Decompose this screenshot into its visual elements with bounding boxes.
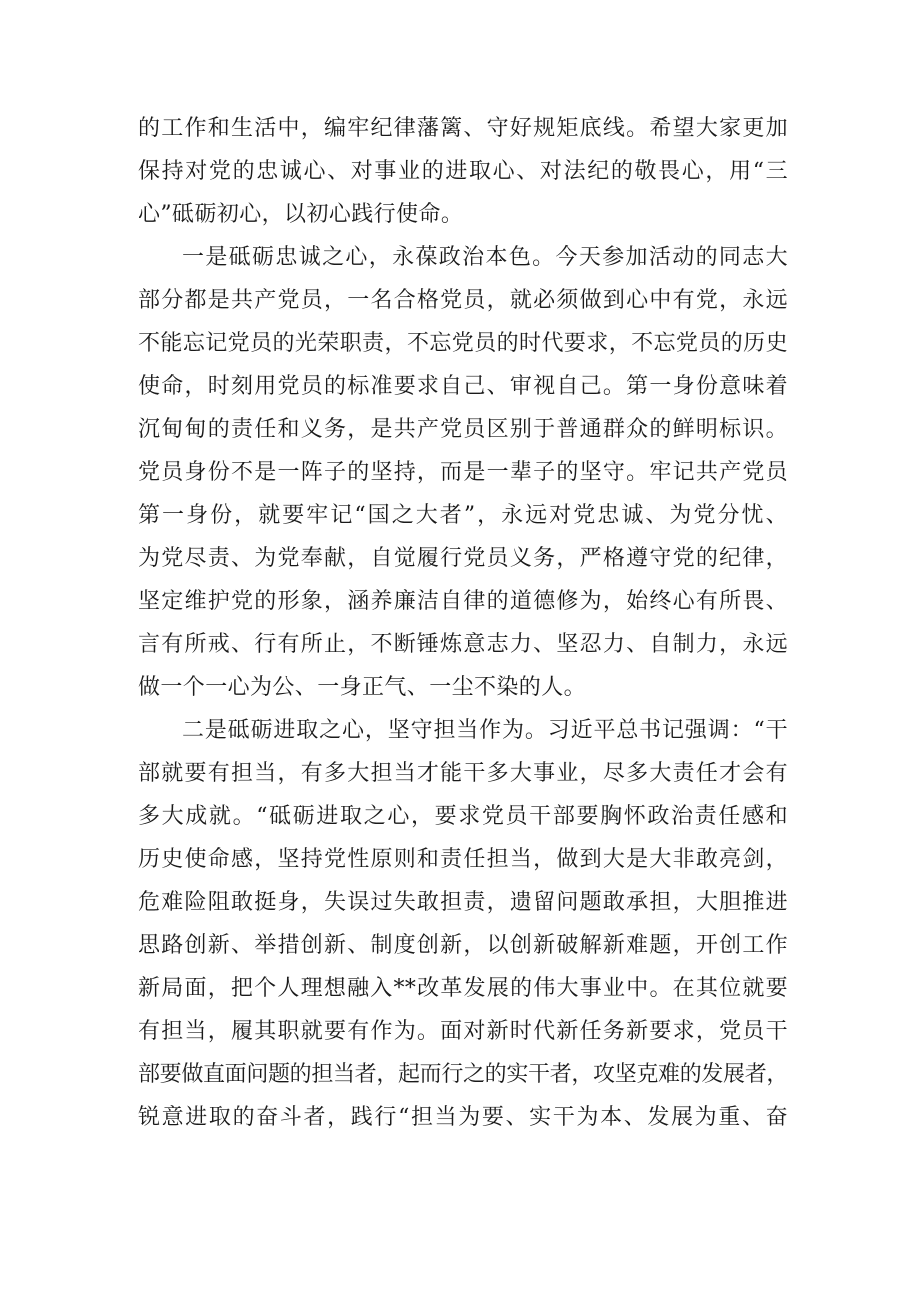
text-line: 保持对党的忠诚心、对事业的进取心、对法纪的敬畏心，用“三 [138,159,788,184]
text-line: 部分都是共产党员，一名合格党员，就必须做到心中有党，永远 [138,288,788,313]
text-line: 危难险阻敢挺身，失误过失敢担责，遗留问题敢承担，大胆推进 [138,890,788,915]
text-line: 沉甸甸的责任和义务，是共产党员区别于普通群众的鲜明标识。 [138,417,788,442]
text-line: 部就要有担当，有多大担当才能干多大事业，尽多大责任才会有 [138,761,788,786]
text-line: 一是砥砺忠诚之心，永葆政治本色。今天参加活动的同志大 [182,245,788,270]
text-line: 思路创新、举措创新、制度创新，以创新破解新难题，开创工作 [138,933,788,958]
text-line: 坚定维护党的形象，涵养廉洁自律的道德修为，始终心有所畏、 [138,589,788,614]
text-line: 使命，时刻用党员的标准要求自己、审视自己。第一身份意味着 [138,374,788,399]
text-line: 有担当，履其职就要有作为。面对新时代新任务新要求，党员干 [138,1019,788,1044]
text-line: 做一个一心为公、一身正气、一尘不染的人。 [138,675,587,700]
text-line: 的工作和生活中，编牢纪律藩篱、守好规矩底线。希望大家更加 [138,116,788,141]
text-line: 心”砥砺初心，以初心践行使命。 [138,202,464,227]
text-line: 部要做直面问题的担当者，起而行之的实干者，攻坚克难的发展者， [138,1062,788,1087]
text-line: 不能忘记党员的光荣职责，不忘党员的时代要求，不忘党员的历史 [138,331,788,356]
text-line: 锐意进取的奋斗者，践行“担当为要、实干为本、发展为重、奋 [138,1105,788,1130]
document-body [138,107,788,1139]
text-line: 第一身份，就要牢记“国之大者”，永远对党忠诚、为党分忧、 [138,503,788,528]
text-line: 党员身份不是一阵子的坚持，而是一辈子的坚守。牢记共产党员 [138,460,788,485]
text-line: 为党尽责、为党奉献，自觉履行党员义务，严格遵守党的纪律， [138,546,788,571]
text-line: 多大成就。“砥砺进取之心，要求党员干部要胸怀政治责任感和 [138,804,788,829]
text-line: 历史使命感，坚持党性原则和责任担当，做到大是大非敢亮剑， [138,847,788,872]
text-line: 二是砥砺进取之心，坚守担当作为。习近平总书记强调：“干 [182,718,788,743]
text-line: 新局面，把个人理想融入**改革发展的伟大事业中。在其位就要 [138,976,788,1001]
text-line: 言有所戒、行有所止，不断锤炼意志力、坚忍力、自制力，永远 [138,632,788,657]
